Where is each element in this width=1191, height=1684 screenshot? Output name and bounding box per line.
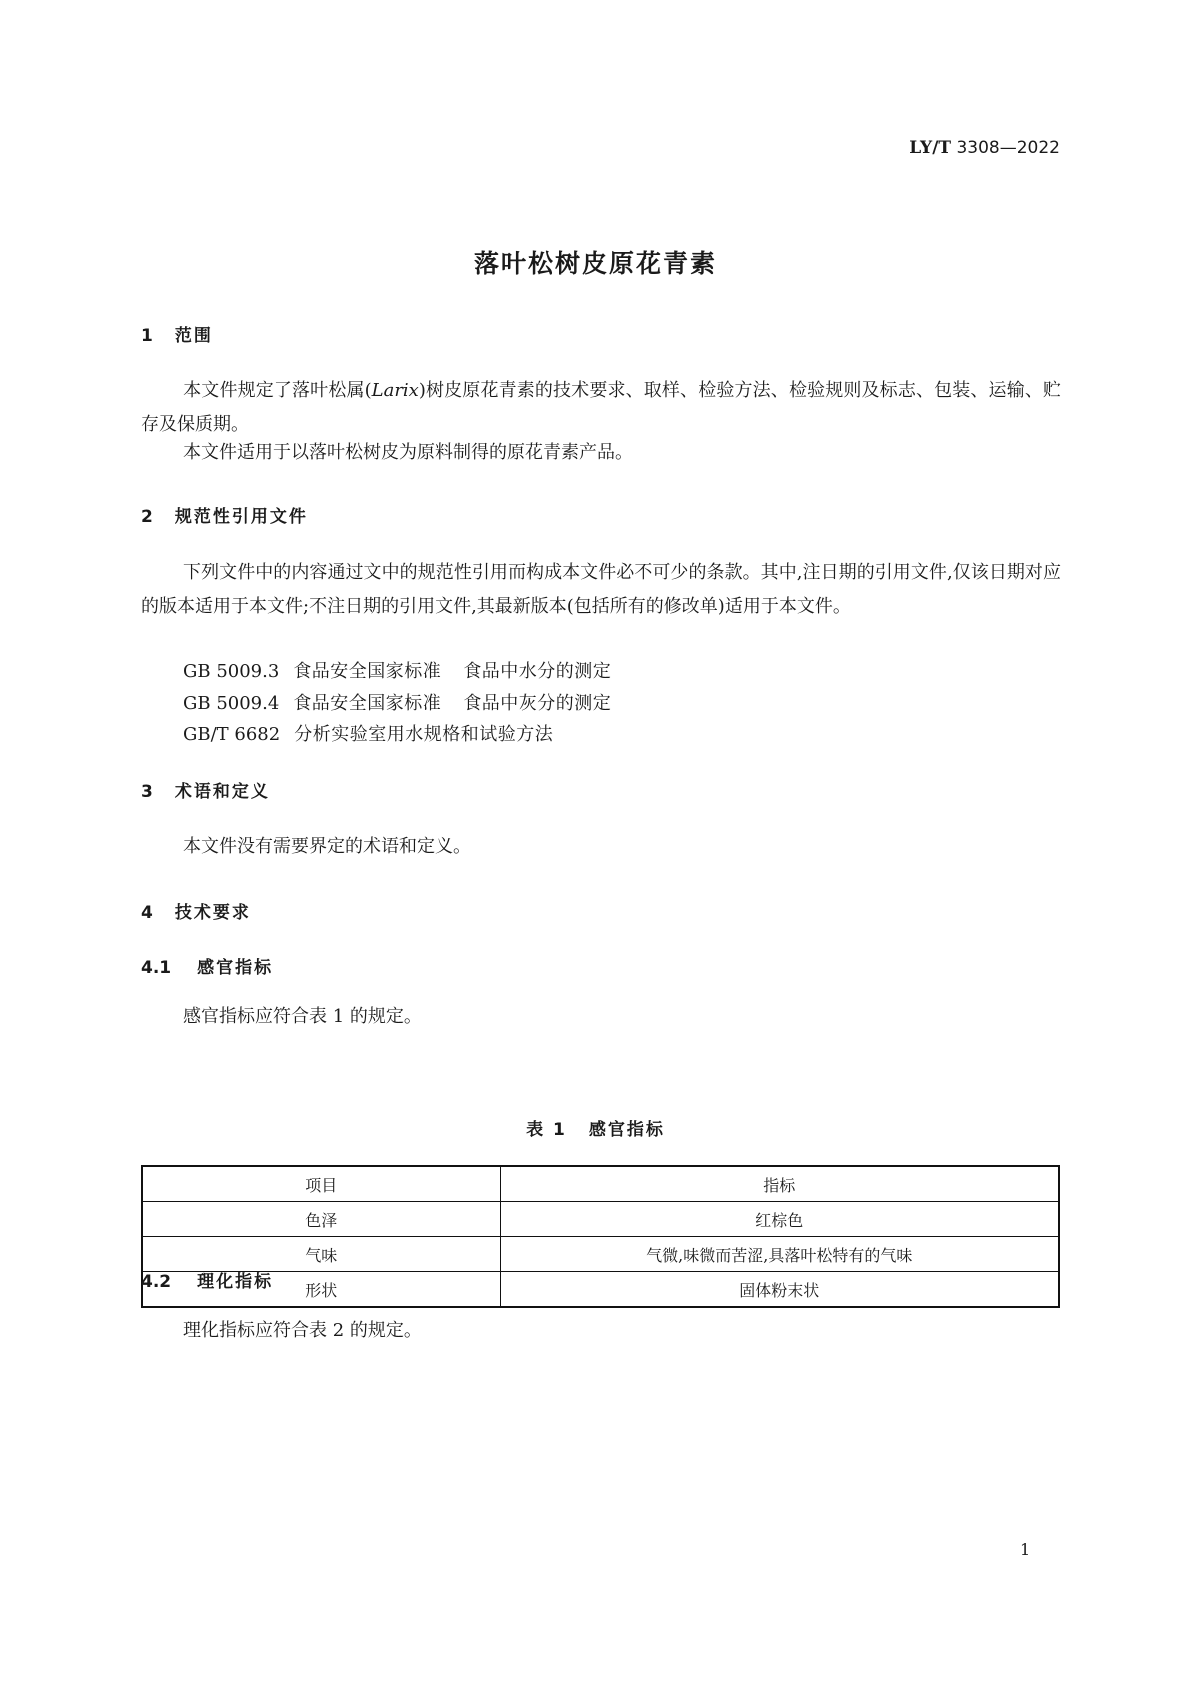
standard-code (0, 138, 1060, 158)
section-4-heading (141, 898, 251, 923)
section-title: 术语和定义 (174, 782, 270, 802)
section-2-heading (141, 502, 308, 527)
normative-references-paragraph: 下列文件中的内容通过文中的规范性引用而构成本文件必不可少的条款。其中,注日期的引用文件,仅该日期对应的版本适用于本文件;不注日期的引用文件,其最新版本(包括所有的修改单)适用于本文件。 (141, 562, 1061, 617)
section-number: 1 (141, 326, 153, 346)
subsection-4-2-heading (141, 1267, 273, 1292)
physicochemical-paragraph: 理化指标应符合表 2 的规定。 (183, 1320, 422, 1341)
table-row (142, 1272, 1059, 1308)
table-cell: 固体粉末状 (500, 1272, 1059, 1308)
scope-paragraph-2: 本文件适用于以落叶松树皮为原料制得的原花青素产品。 (183, 442, 633, 463)
latin-genus-name: Larix (371, 380, 419, 401)
scope-paragraph-1: 本文件规定了落叶松属(Larix)树皮原花青素的技术要求、取样、检验方法、检验规则及标志、包装、运输、贮存及保质期。 (141, 380, 1061, 435)
reference-code: GB/T 6682 (183, 724, 281, 745)
section-title: 理化指标 (197, 1272, 274, 1292)
reference-item: GB 5009.3 食品安全国家标准 食品中水分的测定 (183, 661, 612, 682)
section-number: 3 (141, 782, 153, 802)
table-cell: 红棕色 (500, 1202, 1059, 1237)
table-row (142, 1237, 1059, 1272)
table-caption-number: 表 1 (526, 1120, 567, 1140)
section-3-heading (141, 777, 270, 802)
reference-item: GB 5009.4 食品安全国家标准 食品中灰分的测定 (183, 693, 612, 714)
section-number: 4.1 (141, 958, 172, 978)
page-number: 1 (1020, 1540, 1031, 1559)
section-title: 范围 (174, 326, 213, 346)
standard-number: 3308—2022 (956, 138, 1060, 158)
section-1-heading (141, 321, 213, 346)
table-cell: 气微,味微而苦涩,具落叶松特有的气味 (500, 1237, 1059, 1272)
table-cell: 形状 (142, 1272, 500, 1308)
table-row (142, 1202, 1059, 1237)
sensory-paragraph: 感官指标应符合表 1 的规定。 (183, 1006, 422, 1027)
table-caption-title: 感官指标 (588, 1120, 665, 1140)
table-cell: 色泽 (142, 1202, 500, 1237)
terms-paragraph: 本文件没有需要界定的术语和定义。 (183, 836, 471, 857)
section-title: 感官指标 (197, 958, 274, 978)
section-number: 2 (141, 507, 153, 527)
table-header-cell: 指标 (500, 1166, 1059, 1202)
table-header-cell: 项目 (142, 1166, 500, 1202)
reference-item: GB/T 6682 分析实验室用水规格和试验方法 (183, 724, 554, 745)
section-number: 4 (141, 903, 153, 923)
table-cell: 气味 (142, 1237, 500, 1272)
section-title: 技术要求 (174, 903, 251, 923)
section-number: 4.2 (141, 1272, 172, 1292)
table-1-caption (0, 1115, 1191, 1140)
subsection-4-1-heading (141, 953, 273, 978)
standard-prefix: LY/T (909, 138, 952, 158)
document-title: 落叶松树皮原花青素 (473, 249, 717, 278)
section-title: 规范性引用文件 (174, 507, 308, 527)
reference-code: GB 5009.4 (183, 693, 280, 714)
sensory-indicators-table (141, 1165, 1060, 1308)
table-header-row (142, 1166, 1059, 1202)
reference-code: GB 5009.3 (183, 661, 280, 682)
